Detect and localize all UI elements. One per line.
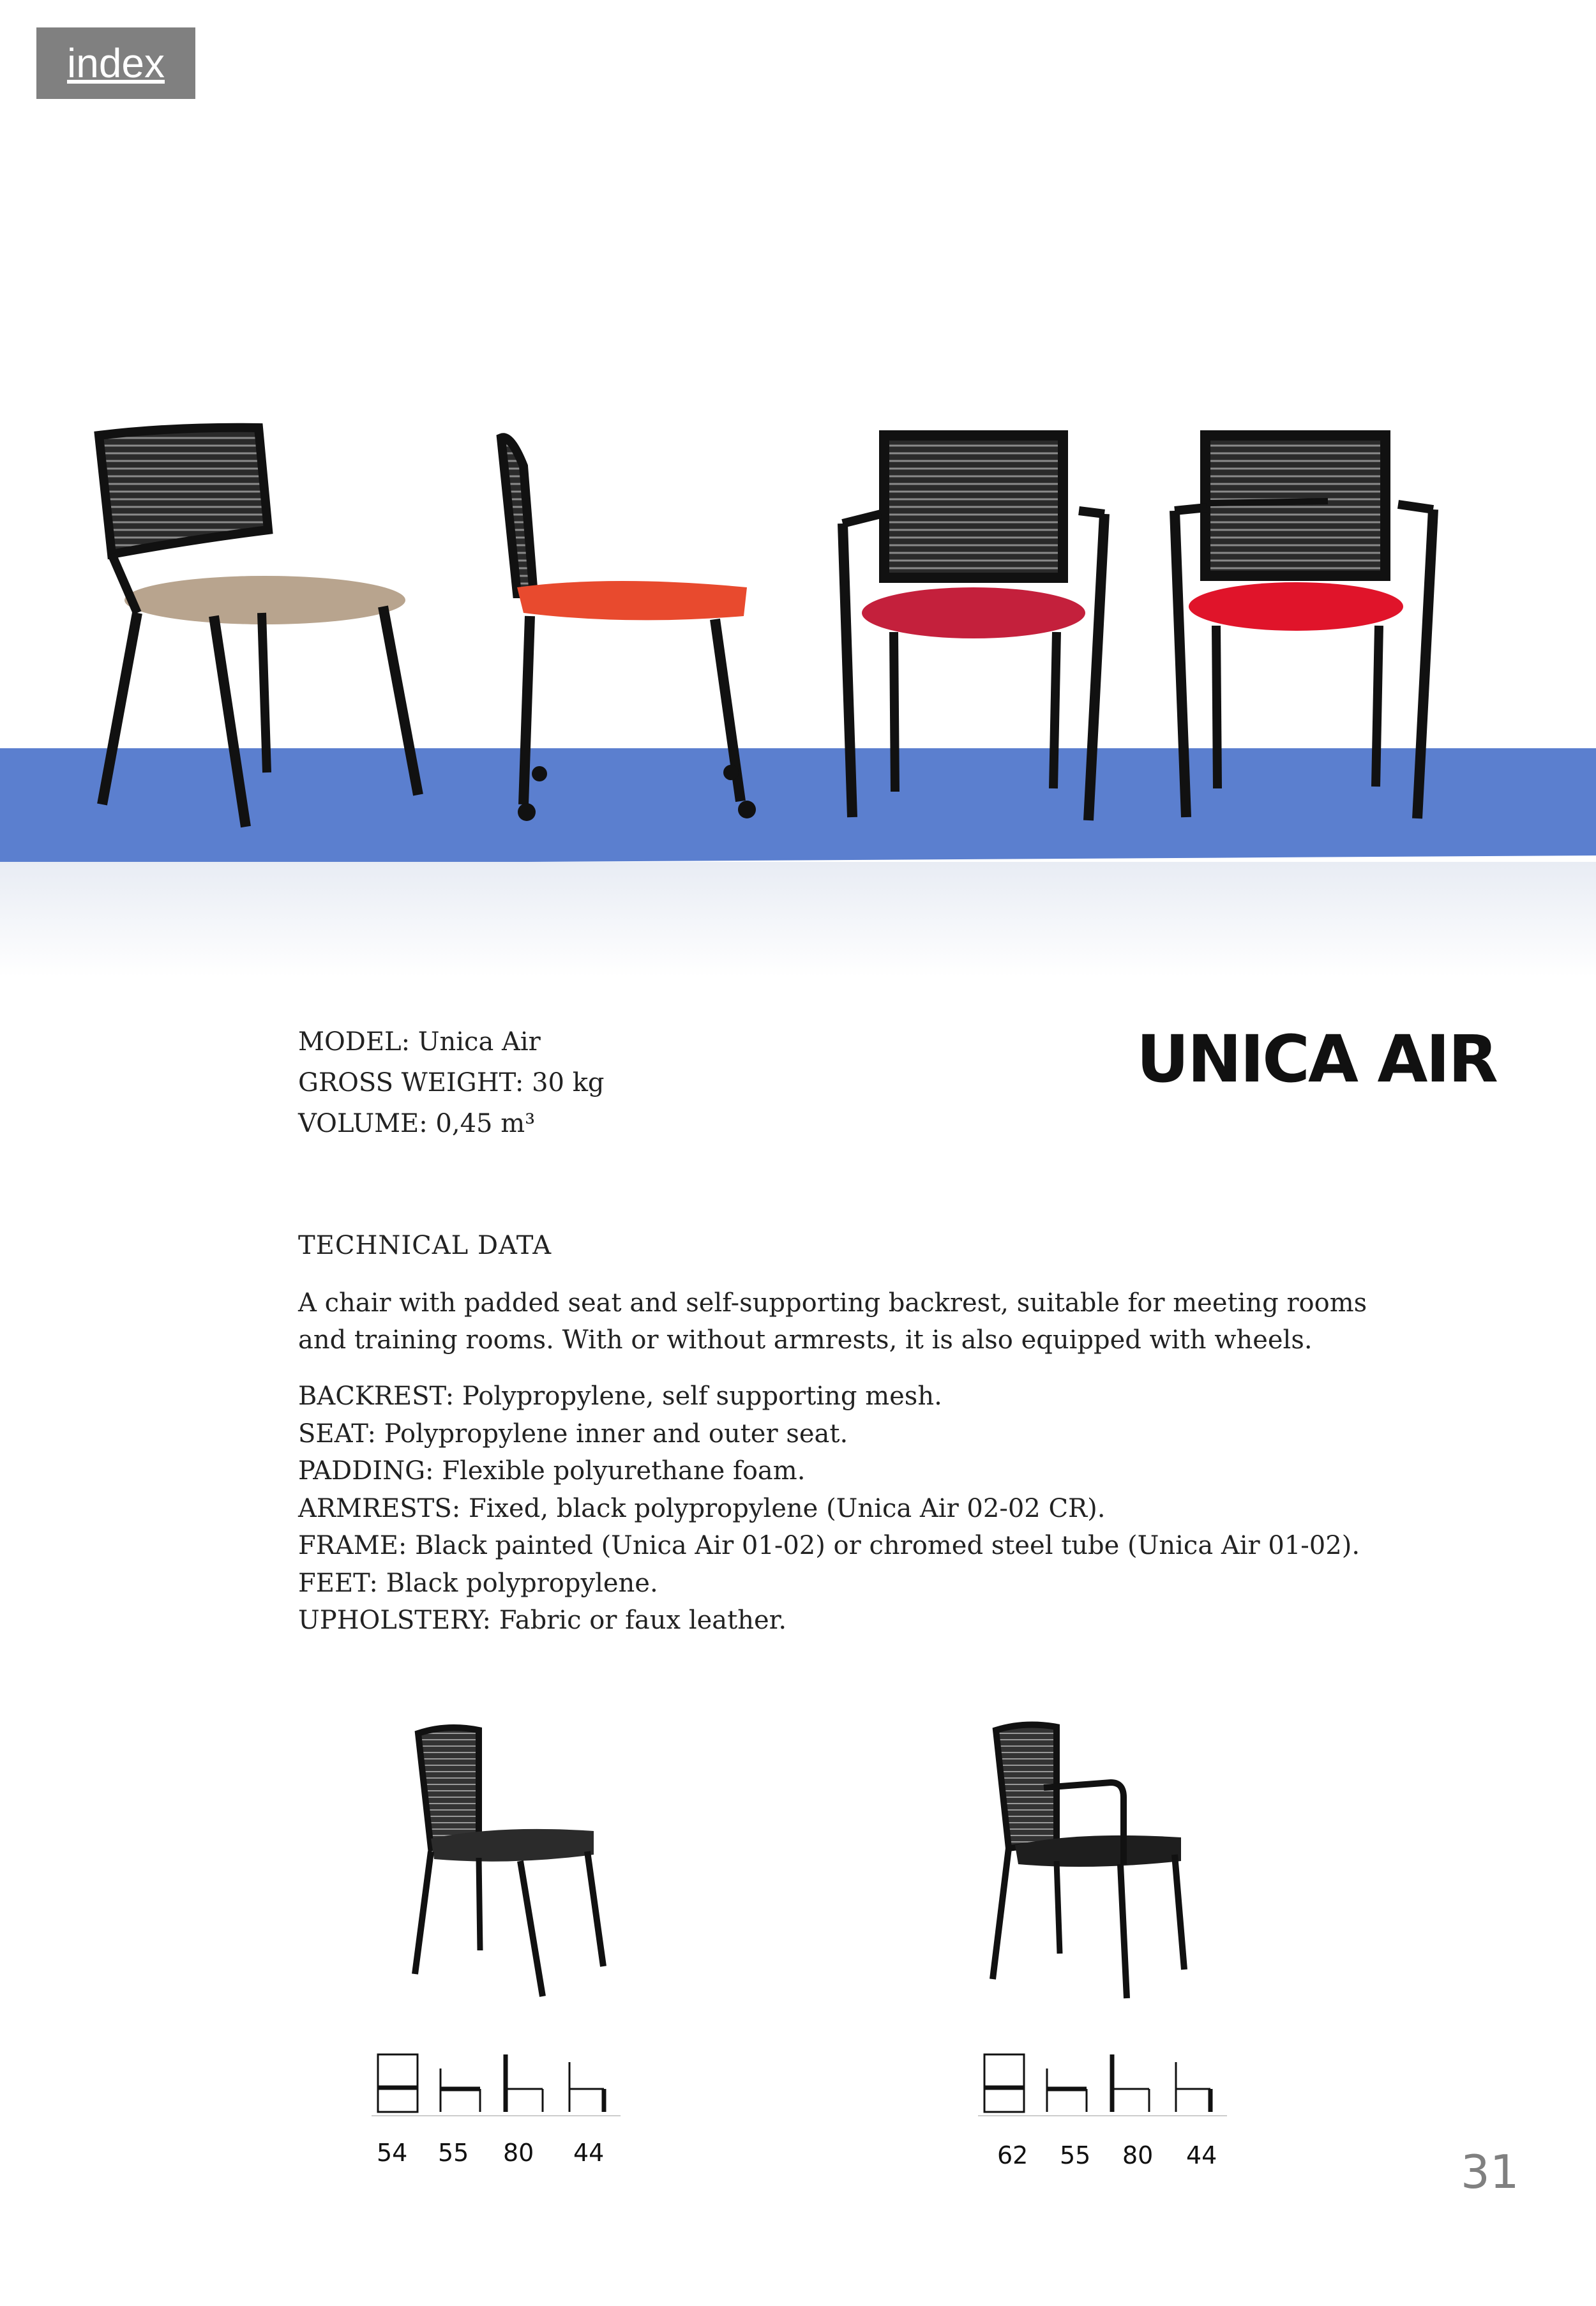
dimension-seat-height: 44 (1186, 2141, 1217, 2169)
detail-seat: SEAT: Polypropylene inner and outer seat. (298, 1419, 848, 1449)
index-button[interactable]: index (36, 27, 195, 99)
dimension-depth: 62 (997, 2141, 1028, 2169)
model-specs (298, 1021, 605, 1144)
detail-padding: PADDING: Flexible polyurethane foam. (298, 1456, 806, 1486)
technical-data-heading: TECHNICAL DATA (298, 1231, 552, 1260)
seat-height-icon (569, 2062, 604, 2112)
width-icon (440, 2069, 480, 2112)
height-icon (1112, 2054, 1149, 2112)
technical-details (298, 1378, 1360, 1639)
width-icon (1047, 2069, 1087, 2112)
variant-chair-with-armrests (964, 1717, 1232, 2011)
page-number: 31 (1461, 2145, 1519, 2199)
technical-description: A chair with padded seat and self-supporting backrest, suitable for meeting rooms and training rooms. With or without armrests, it is also equipped with wheels. (298, 1288, 1367, 1355)
detail-armrests: ARMRESTS: Fixed, black polypropylene (Unica Air 02-02 CR). (298, 1493, 1106, 1523)
height-icon (506, 2054, 543, 2112)
product-title: UNICA AIR (1136, 1021, 1496, 1097)
dimension-seat-height: 44 (573, 2139, 605, 2167)
dimension-width: 55 (438, 2139, 469, 2167)
dimension-icons-2 (978, 2049, 1233, 2132)
dimension-height: 80 (1122, 2141, 1154, 2169)
dimension-height: 80 (503, 2139, 534, 2167)
spec-volume: VOLUME: 0,45 m³ (298, 1109, 536, 1138)
dimension-depth: 54 (377, 2139, 408, 2167)
variant-chair-no-armrests (383, 1717, 651, 2011)
seat-height-icon (1176, 2062, 1210, 2112)
spec-gross-weight: GROSS WEIGHT: 30 kg (298, 1068, 605, 1097)
depth-icon (378, 2054, 418, 2112)
spec-model: MODEL: Unica Air (298, 1027, 541, 1057)
detail-feet: FEET: Black polypropylene. (298, 1568, 658, 1598)
dimension-width: 55 (1060, 2141, 1091, 2169)
dimension-icons-1 (372, 2049, 627, 2132)
detail-frame: FRAME: Black painted (Unica Air 01-02) or chromed steel tube (Unica Air 01-02). (298, 1531, 1360, 1560)
depth-icon (984, 2054, 1024, 2112)
detail-backrest: BACKREST: Polypropylene, self supporting mesh. (298, 1382, 942, 1411)
hero-chairs-photo (0, 396, 1596, 977)
detail-upholstery: UPHOLSTERY: Fabric or faux leather. (298, 1606, 787, 1635)
